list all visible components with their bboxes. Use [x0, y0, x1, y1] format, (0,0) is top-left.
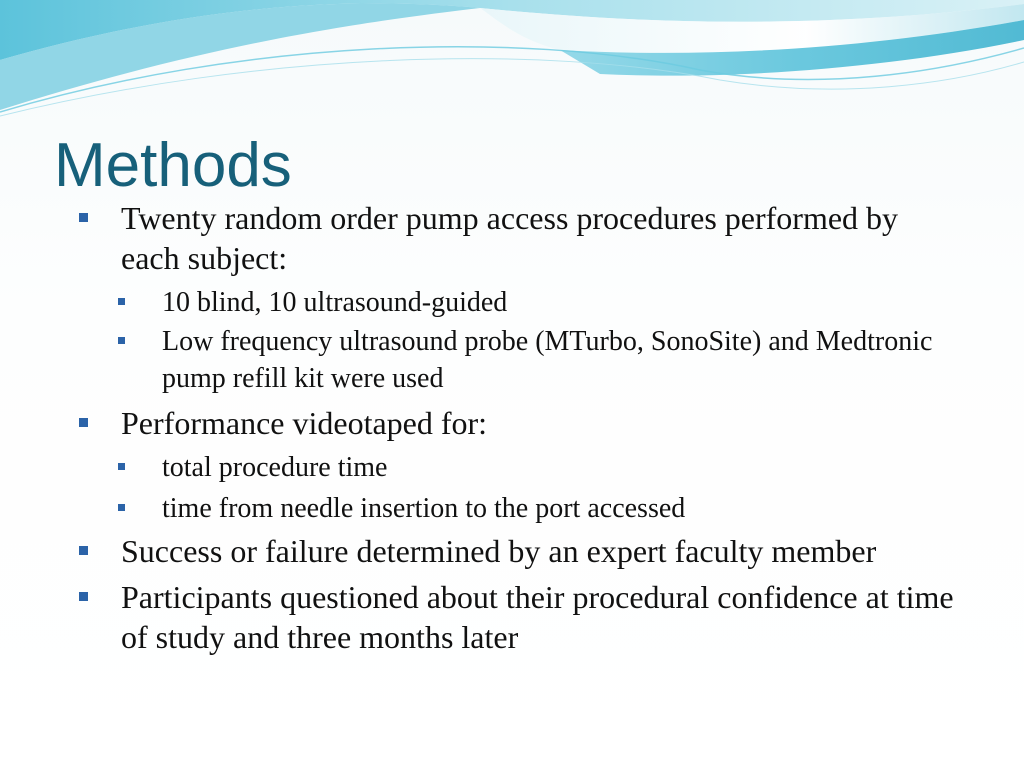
bullet-item [0, 577, 1024, 657]
square-bullet-icon [79, 213, 88, 222]
bullet-text: Twenty random order pump access procedures performed by each subject: [121, 200, 899, 276]
bullet-text: Success or failure determined by an expert faculty member [121, 533, 877, 569]
square-bullet-icon [118, 337, 125, 344]
bullet-item [0, 531, 1024, 571]
header-wave-decoration [0, 0, 1024, 130]
sub-bullet-text: time from needle insertion to the port accessed [162, 493, 686, 524]
bullet-list [0, 198, 1024, 657]
square-bullet-icon [118, 463, 125, 470]
sub-bullet-text: Low frequency ultrasound probe (MTurbo, SonoSite) and Medtronic pump refill kit were used [162, 326, 933, 394]
sub-bullet-item [0, 490, 1024, 527]
square-bullet-icon [79, 418, 88, 427]
bullet-text: Performance videotaped for: [121, 405, 488, 441]
wave-line-thin-2 [0, 59, 1024, 116]
sub-bullet-item [0, 323, 1024, 397]
sub-bullet-text: total procedure time [162, 452, 388, 483]
bullet-item [0, 198, 1024, 278]
sub-bullet-item [0, 449, 1024, 486]
bullet-text: Participants questioned about their procedural confidence at time of study and three months later [121, 579, 954, 655]
square-bullet-icon [79, 592, 88, 601]
bullet-item [0, 403, 1024, 443]
sub-bullet-item [0, 284, 1024, 321]
slide-title: Methods [54, 131, 292, 200]
square-bullet-icon [118, 504, 125, 511]
sub-bullet-text: 10 blind, 10 ultrasound-guided [162, 287, 508, 318]
square-bullet-icon [79, 546, 88, 555]
square-bullet-icon [118, 298, 125, 305]
